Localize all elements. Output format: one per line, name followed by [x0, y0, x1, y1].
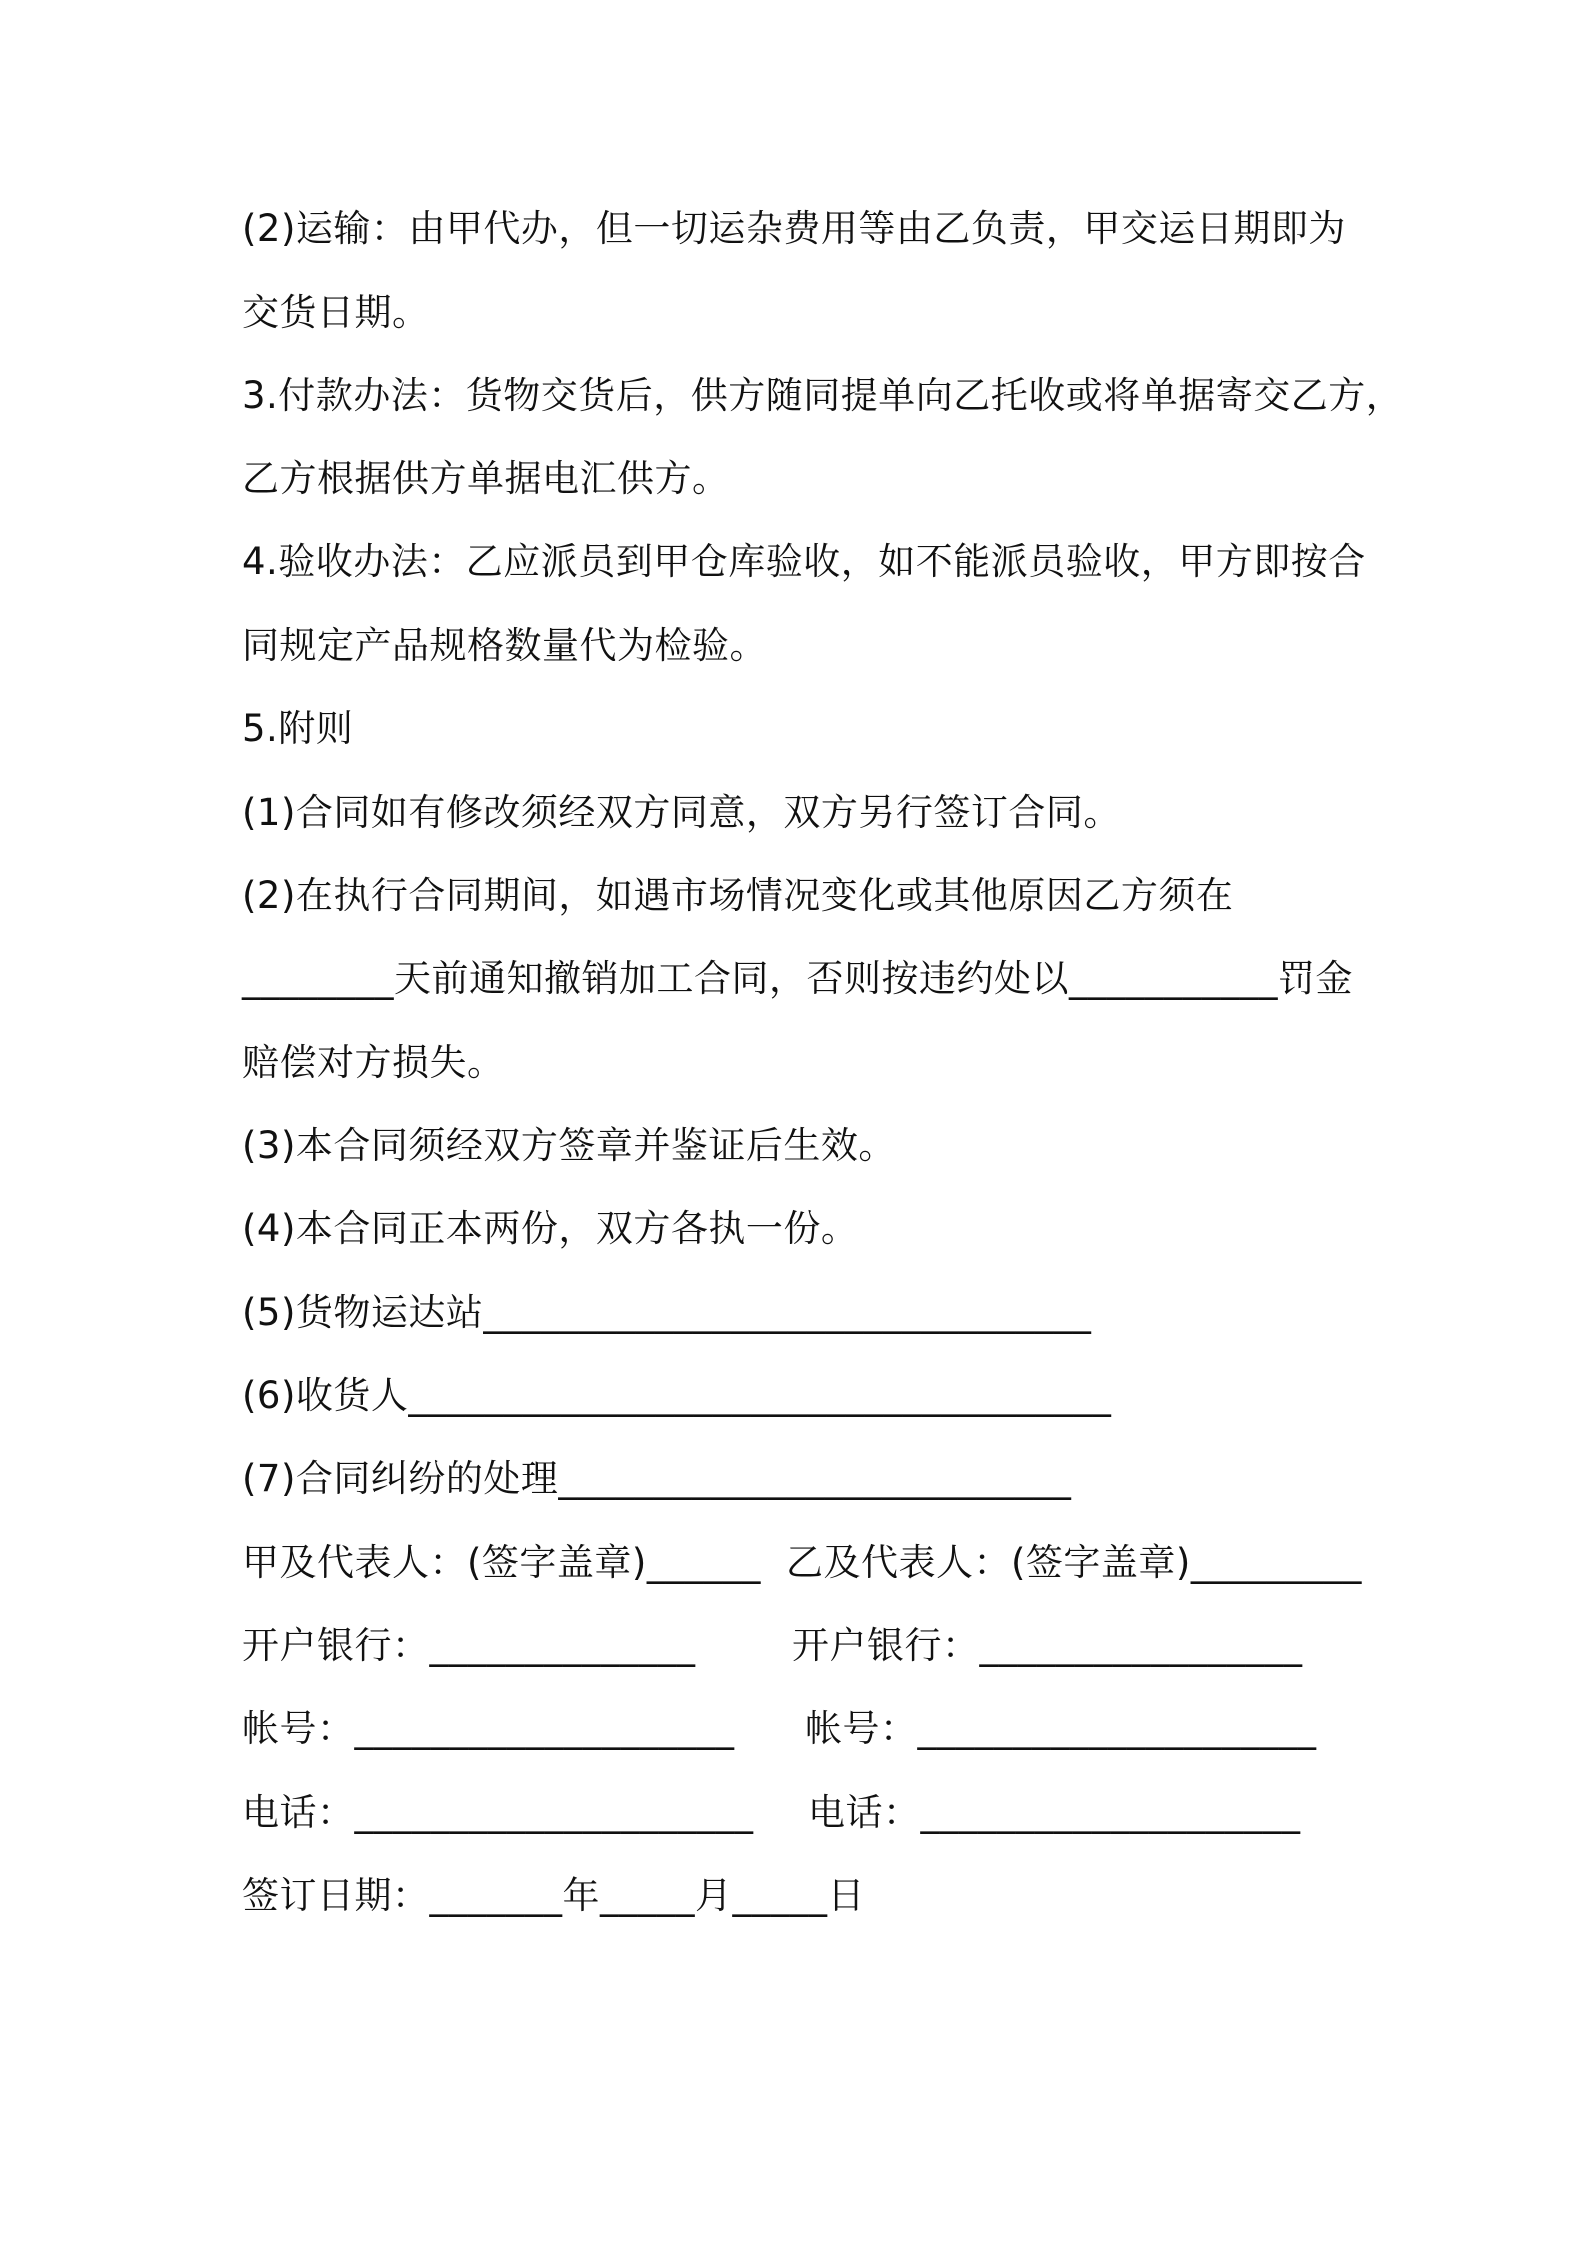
clause-supplementary-7: (7)合同纠纷的处理___________________________ — [242, 1457, 1072, 1500]
party-a-bank: 开户银行：______________ — [242, 1624, 696, 1667]
clause-inspection-line-1: 4.验收办法：乙应派员到甲仓库验收，如不能派员验收，甲方即按合 — [242, 540, 1366, 583]
clause-transport-line-2: 交货日期。 — [242, 291, 430, 334]
clause-payment-line-2: 乙方根据供方单据电汇供方。 — [242, 457, 730, 500]
clause-supplementary-heading: 5.附则 — [242, 707, 354, 750]
party-a-representative: 甲及代表人：(签字盖章)______ — [242, 1541, 761, 1584]
party-a-account: 帐号：____________________ — [242, 1707, 735, 1750]
clause-supplementary-6: (6)收货人_____________________________________ — [242, 1374, 1112, 1417]
signing-date: 签订日期：_______年_____月_____日 — [242, 1874, 865, 1917]
party-b-account: 帐号：_____________________ — [805, 1707, 1317, 1750]
clause-payment-line-1: 3.付款办法：货物交货后，供方随同提单向乙托收或将单据寄交乙方， — [242, 374, 1404, 417]
clause-transport-line-1: (2)运输：由甲代办，但一切运杂费用等由乙负责，甲交运日期即为 — [242, 207, 1346, 250]
clause-inspection-line-2: 同规定产品规格数量代为检验。 — [242, 624, 767, 667]
clause-supplementary-1: (1)合同如有修改须经双方同意，双方另行签订合同。 — [242, 791, 1121, 834]
clause-supplementary-4: (4)本合同正本两份，双方各执一份。 — [242, 1207, 859, 1250]
party-b-bank: 开户银行：_________________ — [792, 1624, 1303, 1667]
clause-supplementary-3: (3)本合同须经双方签章并鉴证后生效。 — [242, 1124, 896, 1167]
party-b-representative: 乙及代表人：(签字盖章)_________ — [786, 1541, 1362, 1584]
clause-supplementary-2-line-1: (2)在执行合同期间，如遇市场情况变化或其他原因乙方须在 — [242, 874, 1234, 917]
clause-supplementary-2-line-3: 赔偿对方损失。 — [242, 1041, 505, 1084]
clause-supplementary-2-line-2: ________天前通知撤销加工合同，否则按违约处以___________罚金 — [242, 957, 1353, 1000]
clause-supplementary-5: (5)货物运达站________________________________ — [242, 1291, 1092, 1334]
party-b-phone: 电话：____________________ — [808, 1791, 1301, 1834]
party-a-phone: 电话：_____________________ — [242, 1791, 754, 1834]
